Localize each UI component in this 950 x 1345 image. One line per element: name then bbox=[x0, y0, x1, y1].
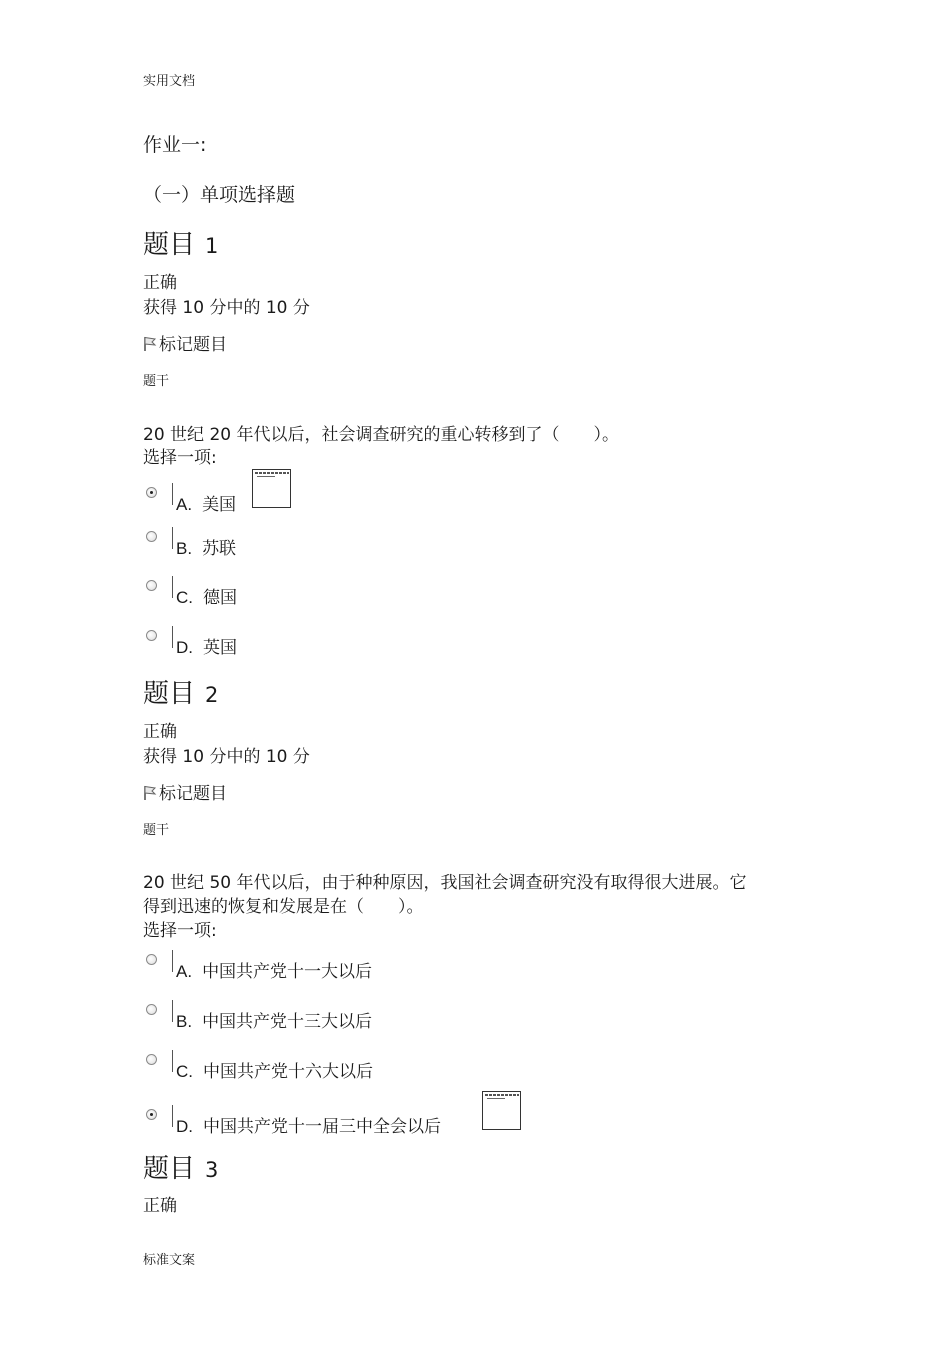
question-1-flag-link[interactable] bbox=[143, 330, 227, 355]
question-label: 题目 bbox=[143, 679, 196, 709]
option-letter: D. bbox=[176, 1117, 193, 1136]
flag-icon bbox=[143, 785, 157, 801]
radio-button-selected[interactable] bbox=[146, 487, 157, 498]
flag-label: 标记题目 bbox=[159, 335, 227, 355]
question-2-status: 正确 bbox=[143, 722, 177, 742]
radio-button[interactable] bbox=[146, 630, 157, 641]
page-header: 实用文档 bbox=[143, 74, 196, 89]
question-1-stem-label: 题干 bbox=[143, 374, 170, 389]
correct-mark-icon bbox=[252, 469, 291, 508]
divider bbox=[172, 1105, 173, 1127]
radio-button[interactable] bbox=[146, 1004, 157, 1015]
option-letter: D. bbox=[176, 638, 193, 657]
question-2-score: 获得 10 分中的 10 分 bbox=[143, 747, 310, 767]
question-3-heading bbox=[143, 1148, 218, 1185]
correct-mark-icon bbox=[482, 1091, 521, 1130]
question-number: 1 bbox=[205, 234, 219, 258]
divider bbox=[172, 483, 173, 505]
question-1-text: 20 世纪 20 年代以后，社会调查研究的重心转移到了（ ）。 bbox=[143, 425, 619, 445]
radio-button-selected[interactable] bbox=[146, 1109, 157, 1120]
question-2-stem-label: 题干 bbox=[143, 823, 170, 838]
question-2-prompt: 选择一项: bbox=[143, 921, 217, 941]
option-letter: C. bbox=[176, 588, 193, 607]
option-text: 中国共产党十六大以后 bbox=[203, 1062, 373, 1082]
radio-button[interactable] bbox=[146, 531, 157, 542]
flag-icon bbox=[143, 336, 157, 352]
question-2-text-line-2: 得到迅速的恢复和发展是在（ ）。 bbox=[143, 897, 424, 917]
option-text: 苏联 bbox=[202, 539, 237, 559]
option-letter: B. bbox=[176, 1012, 193, 1031]
radio-button[interactable] bbox=[146, 954, 157, 965]
question-number: 3 bbox=[205, 1158, 219, 1182]
question-label: 题目 bbox=[143, 230, 196, 260]
assignment-title: 作业一: bbox=[143, 134, 207, 156]
flag-label: 标记题目 bbox=[159, 784, 227, 804]
option-text: 德国 bbox=[203, 588, 237, 608]
divider bbox=[172, 1050, 173, 1072]
question-1-prompt: 选择一项: bbox=[143, 448, 217, 468]
divider bbox=[172, 527, 173, 549]
option-letter: A. bbox=[176, 495, 193, 514]
option-letter: C. bbox=[176, 1062, 193, 1081]
divider bbox=[172, 576, 173, 598]
option-text: 中国共产党十一届三中全会以后 bbox=[203, 1117, 441, 1137]
question-1-heading bbox=[143, 224, 218, 261]
question-2-heading bbox=[143, 673, 218, 710]
option-text: 美国 bbox=[202, 495, 237, 515]
divider bbox=[172, 950, 173, 972]
divider bbox=[172, 626, 173, 648]
question-label: 题目 bbox=[143, 1154, 196, 1184]
option-text: 英国 bbox=[203, 638, 237, 658]
question-1-status: 正确 bbox=[143, 273, 177, 293]
divider bbox=[172, 1000, 173, 1022]
section-title: （一）单项选择题 bbox=[143, 184, 296, 206]
question-2-flag-link[interactable] bbox=[143, 779, 227, 804]
question-2-text-line-1: 20 世纪 50 年代以后，由于种种原因，我国社会调查研究没有取得很大进展。它 bbox=[143, 873, 747, 893]
option-letter: B. bbox=[176, 539, 193, 558]
radio-button[interactable] bbox=[146, 1054, 157, 1065]
option-text: 中国共产党十一大以后 bbox=[202, 962, 373, 982]
question-number: 2 bbox=[205, 683, 219, 707]
radio-button[interactable] bbox=[146, 580, 157, 591]
question-3-status: 正确 bbox=[143, 1196, 177, 1216]
option-letter: A. bbox=[176, 962, 193, 981]
page-footer: 标准文案 bbox=[143, 1253, 196, 1268]
option-text: 中国共产党十三大以后 bbox=[202, 1012, 373, 1032]
question-1-score: 获得 10 分中的 10 分 bbox=[143, 298, 310, 318]
